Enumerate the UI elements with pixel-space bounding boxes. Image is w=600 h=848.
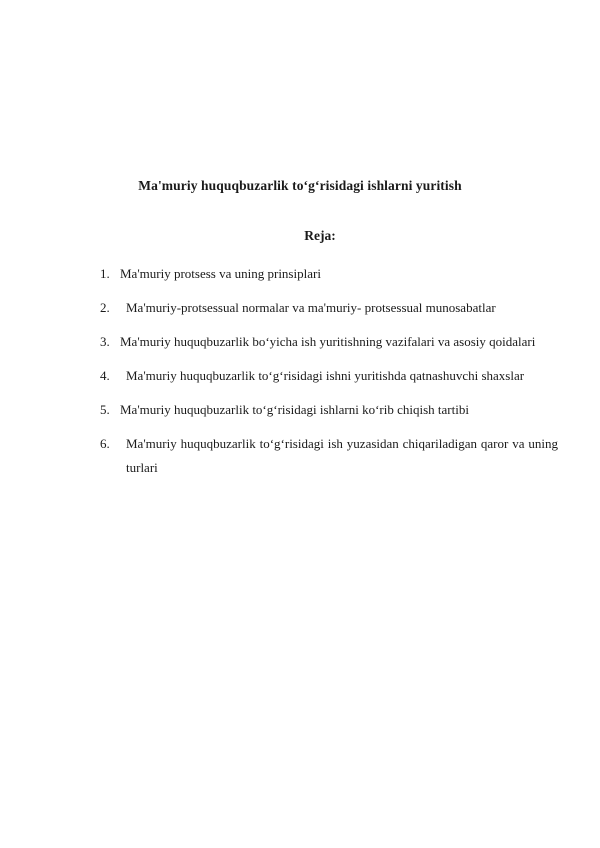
- document-title: Ma'muriy huquqbuzarlik to‘g‘risidagi ishlarni yuritish: [138, 178, 462, 193]
- plan-item-3: [100, 330, 558, 354]
- plan-item-text: Ma'muriy huquqbuzarlik to‘g‘risidagi ishni yuritishda qatnashuvchi shaxslar: [126, 368, 525, 383]
- plan-item-text: Ma'muriy huquqbuzarlik to‘g‘risidagi ishlarni ko‘rib chiqish tartibi: [120, 402, 469, 417]
- plan-item-number: 2.: [100, 300, 110, 315]
- plan-item-text: Ma'muriy huquqbuzarlik to‘g‘risidagi ish yuzasidan chiqariladigan qaror va uning turlari: [126, 436, 558, 475]
- plan-heading: Reja:: [304, 228, 336, 243]
- plan-item-text: Ma'muriy huquqbuzarlik bo‘yicha ish yuritishning vazifalari va asosiy qoidalari: [120, 334, 536, 349]
- plan-list: [100, 262, 558, 490]
- plan-item-number: 5.: [100, 402, 110, 417]
- plan-item-5: [100, 398, 558, 422]
- plan-item-4: [100, 364, 558, 388]
- plan-item-number: 3.: [100, 334, 110, 349]
- plan-item-number: 1.: [100, 266, 110, 281]
- plan-item-number: 4.: [100, 368, 110, 383]
- plan-item-number: 6.: [100, 436, 110, 451]
- plan-item-6: [100, 432, 558, 480]
- plan-item-text: Ma'muriy protsess va uning prinsiplari: [120, 266, 321, 281]
- plan-item-1: [100, 262, 558, 286]
- plan-item-text: Ma'muriy-protsessual normalar va ma'muriy- protsessual munosabatlar: [126, 300, 496, 315]
- plan-item-2: [100, 296, 558, 320]
